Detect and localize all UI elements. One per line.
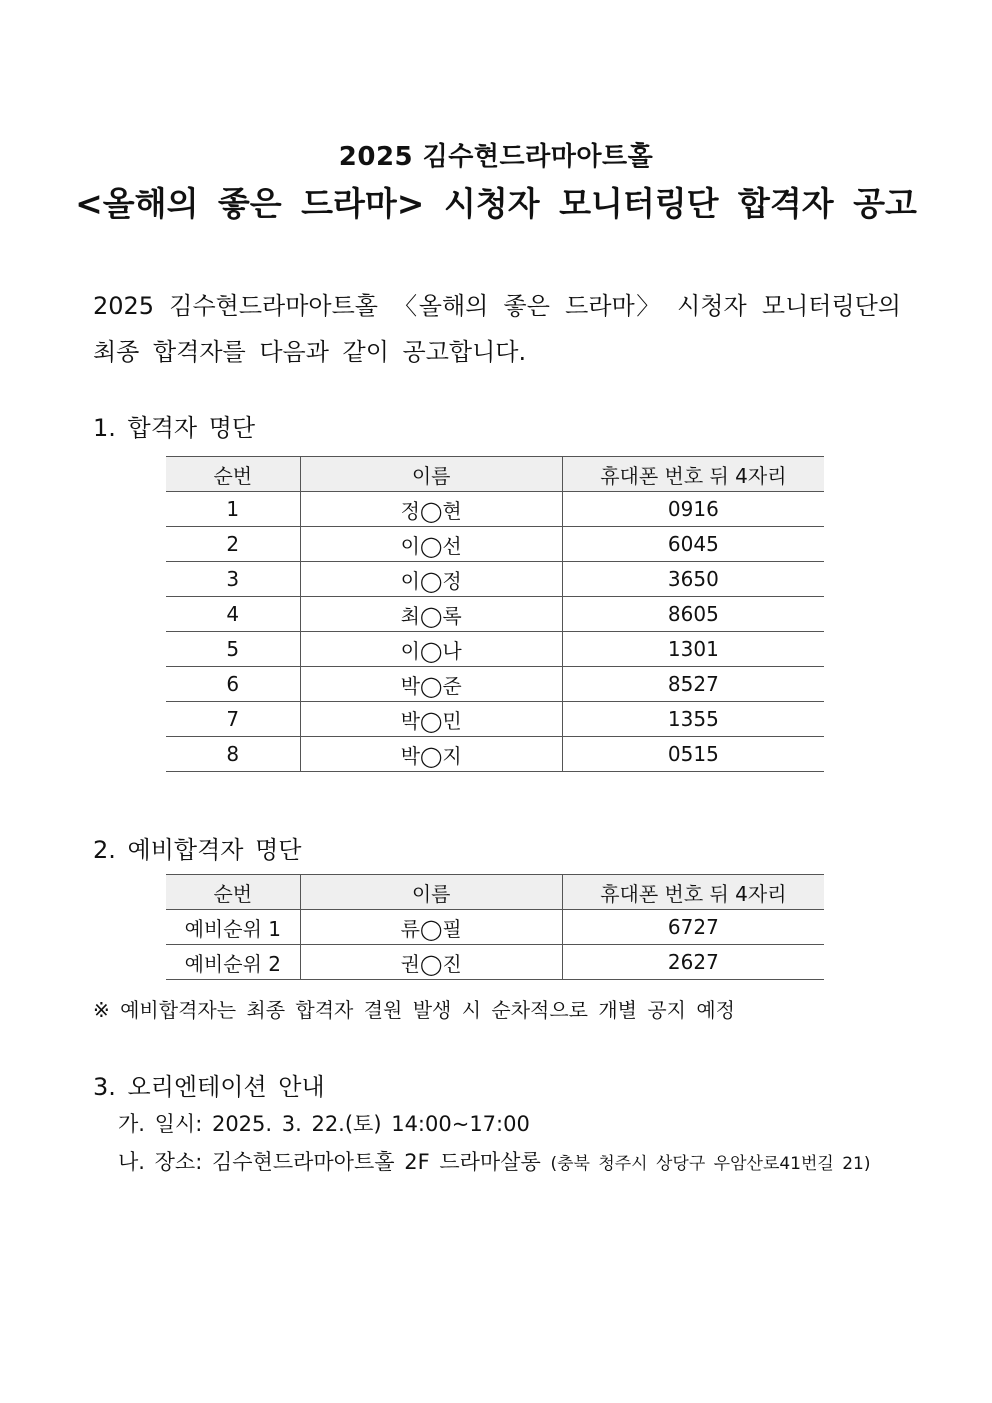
section2-heading: 2. 예비합격자 명단 bbox=[93, 836, 302, 864]
cell-name: 이◯나 bbox=[300, 632, 562, 667]
cell-phone: 0916 bbox=[562, 492, 824, 527]
table-row bbox=[166, 667, 824, 702]
header-name: 이름 bbox=[300, 457, 562, 492]
cell-name: 박◯준 bbox=[300, 667, 562, 702]
header-name: 이름 bbox=[300, 875, 562, 910]
orientation-address: (충북 청주시 상당구 우암산로41번길 21) bbox=[550, 1154, 871, 1174]
reserve-note: ※ 예비합격자는 최종 합격자 결원 발생 시 순차적으로 개별 공지 예정 bbox=[93, 998, 735, 1022]
intro-line-2: 최종 합격자를 다음과 같이 공고합니다. bbox=[93, 338, 527, 366]
page-title-line2: <올해의 좋은 드라마> 시청자 모니터링단 합격자 공고 bbox=[75, 184, 917, 223]
table-row bbox=[166, 492, 824, 527]
table-row bbox=[166, 597, 824, 632]
cell-phone: 8527 bbox=[562, 667, 824, 702]
orientation-date: 가. 일시: 2025. 3. 22.(토) 14:00~17:00 bbox=[118, 1112, 530, 1136]
orientation-place bbox=[118, 1146, 871, 1176]
cell-phone: 6045 bbox=[562, 527, 824, 562]
table-header-row bbox=[166, 457, 824, 492]
cell-name: 박◯민 bbox=[300, 702, 562, 737]
cell-rank: 8 bbox=[166, 737, 300, 772]
table-row bbox=[166, 527, 824, 562]
cell-phone: 1301 bbox=[562, 632, 824, 667]
section3-heading: 3. 오리엔테이션 안내 bbox=[93, 1073, 325, 1101]
cell-name: 권◯진 bbox=[300, 945, 562, 980]
table-row bbox=[166, 910, 824, 945]
cell-phone: 8605 bbox=[562, 597, 824, 632]
cell-rank: 1 bbox=[166, 492, 300, 527]
intro-line-1: 2025 김수현드라마아트홀 〈올해의 좋은 드라마〉 시청자 모니터링단의 bbox=[93, 292, 901, 320]
intro-paragraph bbox=[93, 283, 901, 375]
orientation-place-label: 나. 장소: 김수현드라마아트홀 2F 드라마살롱 bbox=[118, 1150, 541, 1174]
page-title-line1: 2025 김수현드라마아트홀 bbox=[338, 142, 654, 172]
table-row bbox=[166, 737, 824, 772]
table-header-row bbox=[166, 875, 824, 910]
cell-rank: 7 bbox=[166, 702, 300, 737]
section1-heading: 1. 합격자 명단 bbox=[93, 414, 256, 442]
header-rank: 순번 bbox=[166, 457, 300, 492]
cell-rank: 예비순위 1 bbox=[166, 910, 300, 945]
cell-phone: 0515 bbox=[562, 737, 824, 772]
cell-rank: 4 bbox=[166, 597, 300, 632]
cell-name: 이◯선 bbox=[300, 527, 562, 562]
table-row bbox=[166, 562, 824, 597]
cell-phone: 3650 bbox=[562, 562, 824, 597]
cell-phone: 1355 bbox=[562, 702, 824, 737]
table-row bbox=[166, 632, 824, 667]
cell-phone: 6727 bbox=[562, 910, 824, 945]
cell-name: 최◯록 bbox=[300, 597, 562, 632]
cell-name: 류◯필 bbox=[300, 910, 562, 945]
cell-rank: 5 bbox=[166, 632, 300, 667]
cell-name: 이◯정 bbox=[300, 562, 562, 597]
cell-phone: 2627 bbox=[562, 945, 824, 980]
cell-rank: 예비순위 2 bbox=[166, 945, 300, 980]
cell-name: 박◯지 bbox=[300, 737, 562, 772]
table-row bbox=[166, 945, 824, 980]
cell-rank: 3 bbox=[166, 562, 300, 597]
header-phone: 휴대폰 번호 뒤 4자리 bbox=[562, 457, 824, 492]
cell-name: 정◯현 bbox=[300, 492, 562, 527]
header-phone: 휴대폰 번호 뒤 4자리 bbox=[562, 875, 824, 910]
table-row bbox=[166, 702, 824, 737]
cell-rank: 2 bbox=[166, 527, 300, 562]
finalists-table bbox=[166, 456, 824, 772]
cell-rank: 6 bbox=[166, 667, 300, 702]
reserve-table bbox=[166, 874, 824, 980]
header-rank: 순번 bbox=[166, 875, 300, 910]
